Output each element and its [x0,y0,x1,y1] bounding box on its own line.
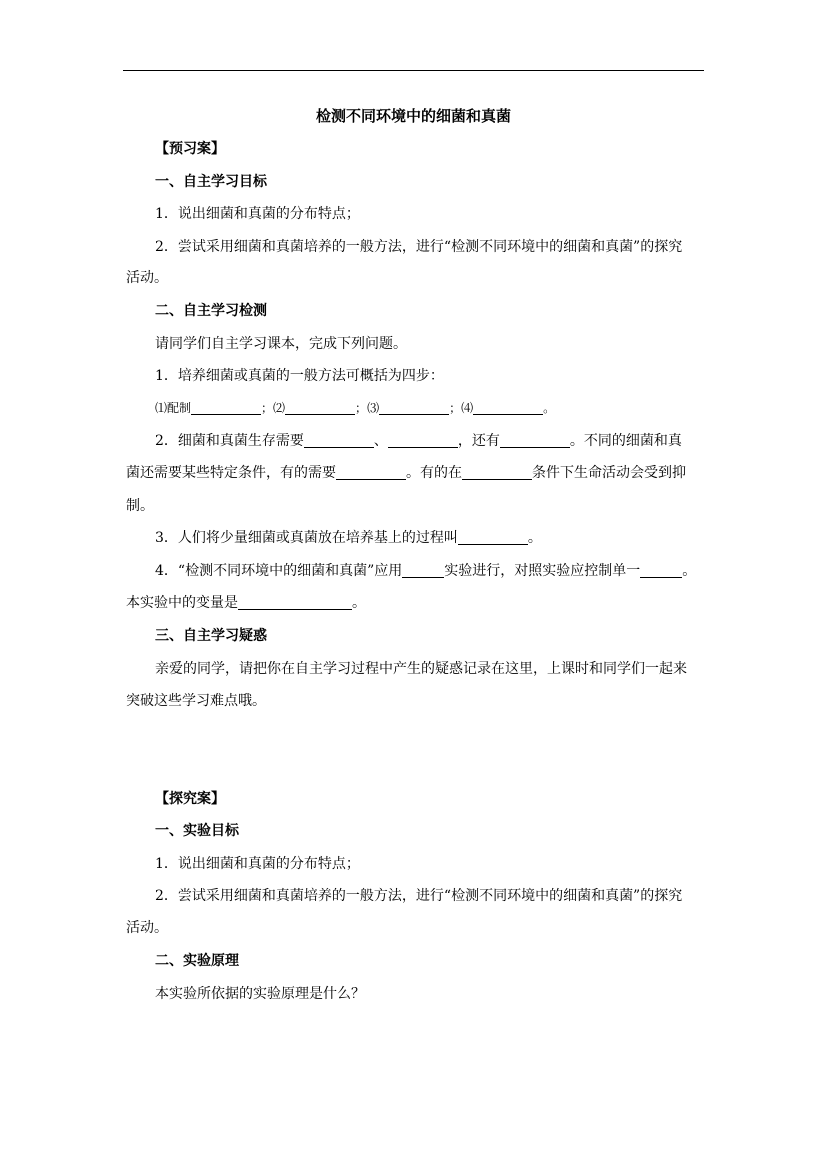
question-4-continued: 本实验中的变量是 。 [126,595,366,611]
list-item-continuation: 活动。 [126,920,168,936]
answer-blank[interactable] [640,563,682,578]
answer-blank[interactable] [285,400,355,415]
separator: ； [449,401,462,415]
list-item: 1．说出细菌和真菌的分布特点； [155,206,360,222]
section-heading: 二、自主学习检测 [155,303,267,319]
step-4-label: ⑷ [461,401,474,415]
question-2-continued: 菌还需要某些特定条件，有的需要 。有的在 条件下生命活动会受到抑 [126,465,686,481]
answer-blank[interactable] [462,465,532,480]
explore-heading: 【探究案】 [155,791,225,807]
section-heading: 二、实验原理 [155,953,239,969]
answer-blank[interactable] [304,433,374,448]
step-3-label: ⑶ [367,401,380,415]
answer-blank[interactable] [402,563,444,578]
question-3: 3．人们将少量细菌或真菌放在培养基上的过程叫 。 [155,530,542,546]
list-item: 2．尝试采用细菌和真菌培养的一般方法，进行“检测不同环境中的细菌和真菌”的探究 [155,239,683,255]
step-1-label: ⑴配制 [155,401,192,415]
section-heading: 一、自主学习目标 [155,174,267,190]
question-1: 1．培养细菌或真菌的一般方法可概括为四步： [155,368,444,384]
answer-blank[interactable] [379,400,449,415]
answer-blank[interactable] [500,433,570,448]
answer-blank[interactable] [336,465,406,480]
answer-blank[interactable] [458,530,528,545]
instruction-text: 请同学们自主学习课本，完成下列问题。 [155,336,407,352]
answer-blank[interactable] [191,400,261,415]
question-4: 4．“检测不同环境中的细菌和真菌”应用 实验进行，对照实验应控制单一 。 [155,563,697,579]
list-item: 2．尝试采用细菌和真菌培养的一般方法，进行“检测不同环境中的细菌和真菌”的探究 [155,888,683,904]
preview-heading: 【预习案】 [155,141,225,157]
answer-blank[interactable] [238,595,352,610]
answer-blank[interactable] [473,400,543,415]
section-heading: 一、实验目标 [155,823,239,839]
header-rule [123,70,704,71]
list-item-continuation: 活动。 [126,270,168,286]
page-title: 检测不同环境中的细菌和真菌 [315,107,511,125]
question-2: 2．细菌和真菌生存需要 、 ，还有 。不同的细菌和真 [155,433,682,449]
question-text: 本实验所依据的实验原理是什么？ [155,986,365,1002]
question-1-blanks [155,398,555,418]
answer-blank[interactable] [388,433,458,448]
separator: ； [355,401,368,415]
step-2-label: ⑵ [273,401,286,415]
section-heading: 三、自主学习疑惑 [155,628,267,644]
paragraph-text: 突破这些学习难点哦。 [126,693,266,709]
question-2-end: 制。 [126,498,154,514]
separator: ； [261,401,274,415]
separator: 。 [543,401,556,415]
list-item: 1．说出细菌和真菌的分布特点； [155,856,360,872]
paragraph-text: 亲爱的同学，请把你在自主学习过程中产生的疑惑记录在这里，上课时和同学们一起来 [155,661,687,677]
